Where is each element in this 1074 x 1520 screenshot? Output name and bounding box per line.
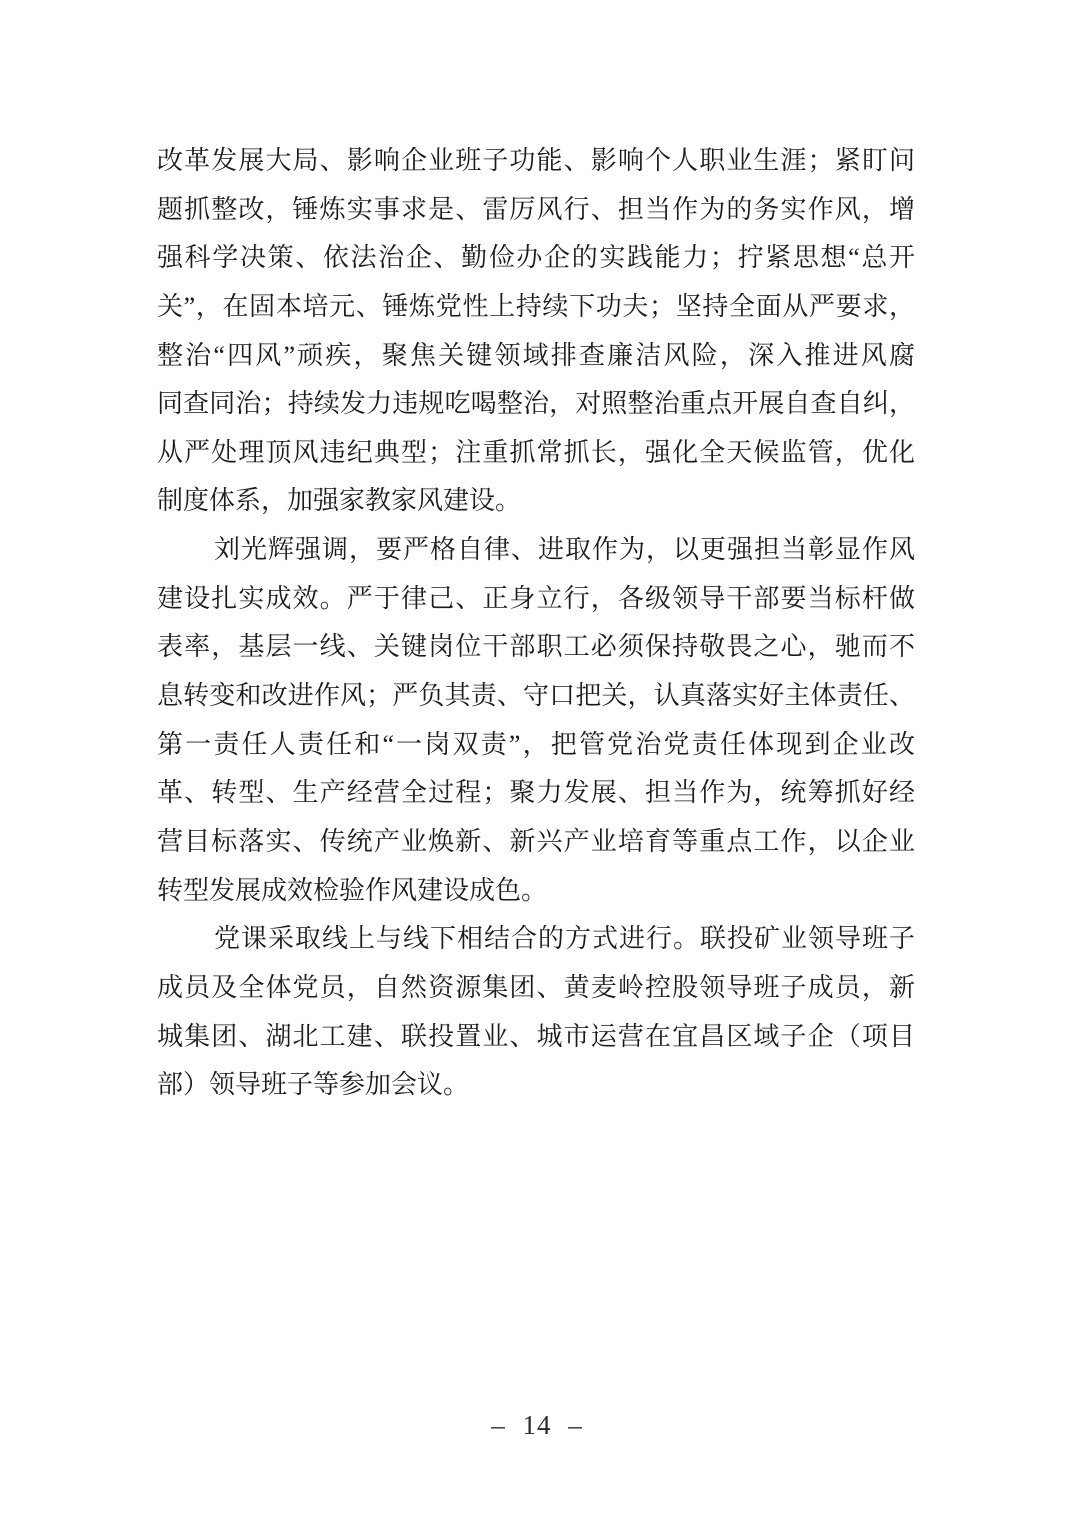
text-line: 息转变和改进作风；严负其责、守口把关，认真落实好主体责任、 <box>157 681 915 711</box>
text-line: 制度体系，加强家教家风建设。 <box>157 486 522 516</box>
paragraph <box>157 915 915 1110</box>
text-line: 整治“四风”顽疾，聚焦关键领域排查廉洁风险，深入推进风腐 <box>157 340 915 370</box>
text-line: 刘光辉强调，要严格自律、进取作为，以更强担当彰显作风 <box>214 535 915 565</box>
text-line: 题抓整改，锤炼实事求是、雷厉风行、担当作为的务实作风，增 <box>157 194 915 224</box>
text-line: 改革发展大局、影响企业班子功能、影响个人职业生涯；紧盯问 <box>157 146 915 175</box>
text-line: 部）领导班子等参加会议。 <box>157 1070 470 1100</box>
text-line: 营目标落实、传统产业焕新、新兴产业培育等重点工作，以企业 <box>157 826 915 856</box>
paragraph <box>157 137 915 526</box>
text-line: 第一责任人责任和“一岗双责”，把管党治党责任体现到企业改 <box>157 729 915 759</box>
text-line: 强科学决策、依法治企、勤俭办企的实践能力；拧紧思想“总开 <box>157 243 915 273</box>
text-line: 成员及全体党员，自然资源集团、黄麦岭控股领导班子成员，新 <box>157 972 915 1002</box>
text-line: 从严处理顶风违纪典型；注重抓常抓长，强化全天候监管，优化 <box>157 437 915 467</box>
document-text <box>157 137 915 1110</box>
text-line: 关”，在固本培元、锤炼党性上持续下功夫；坚持全面从严要求， <box>157 291 915 321</box>
text-line: 同查同治；持续发力违规吃喝整治，对照整治重点开展自查自纠， <box>157 389 915 419</box>
text-line: 建设扎实成效。严于律己、正身立行，各级领导干部要当标杆做 <box>157 583 915 613</box>
text-line: 城集团、湖北工建、联投置业、城市运营在宜昌区域子企（项目 <box>157 1021 915 1051</box>
page-number: – 14 – <box>491 1410 583 1440</box>
text-line: 党课采取线上与线下相结合的方式进行。联投矿业领导班子 <box>214 924 915 954</box>
text-line: 转型发展成效检验作风建设成色。 <box>157 875 548 905</box>
text-line: 表率，基层一线、关键岗位干部职工必须保持敬畏之心，驰而不 <box>157 632 915 662</box>
text-line: 革、转型、生产经营全过程；聚力发展、担当作为，统筹抓好经 <box>157 778 915 808</box>
paragraph <box>157 526 915 915</box>
